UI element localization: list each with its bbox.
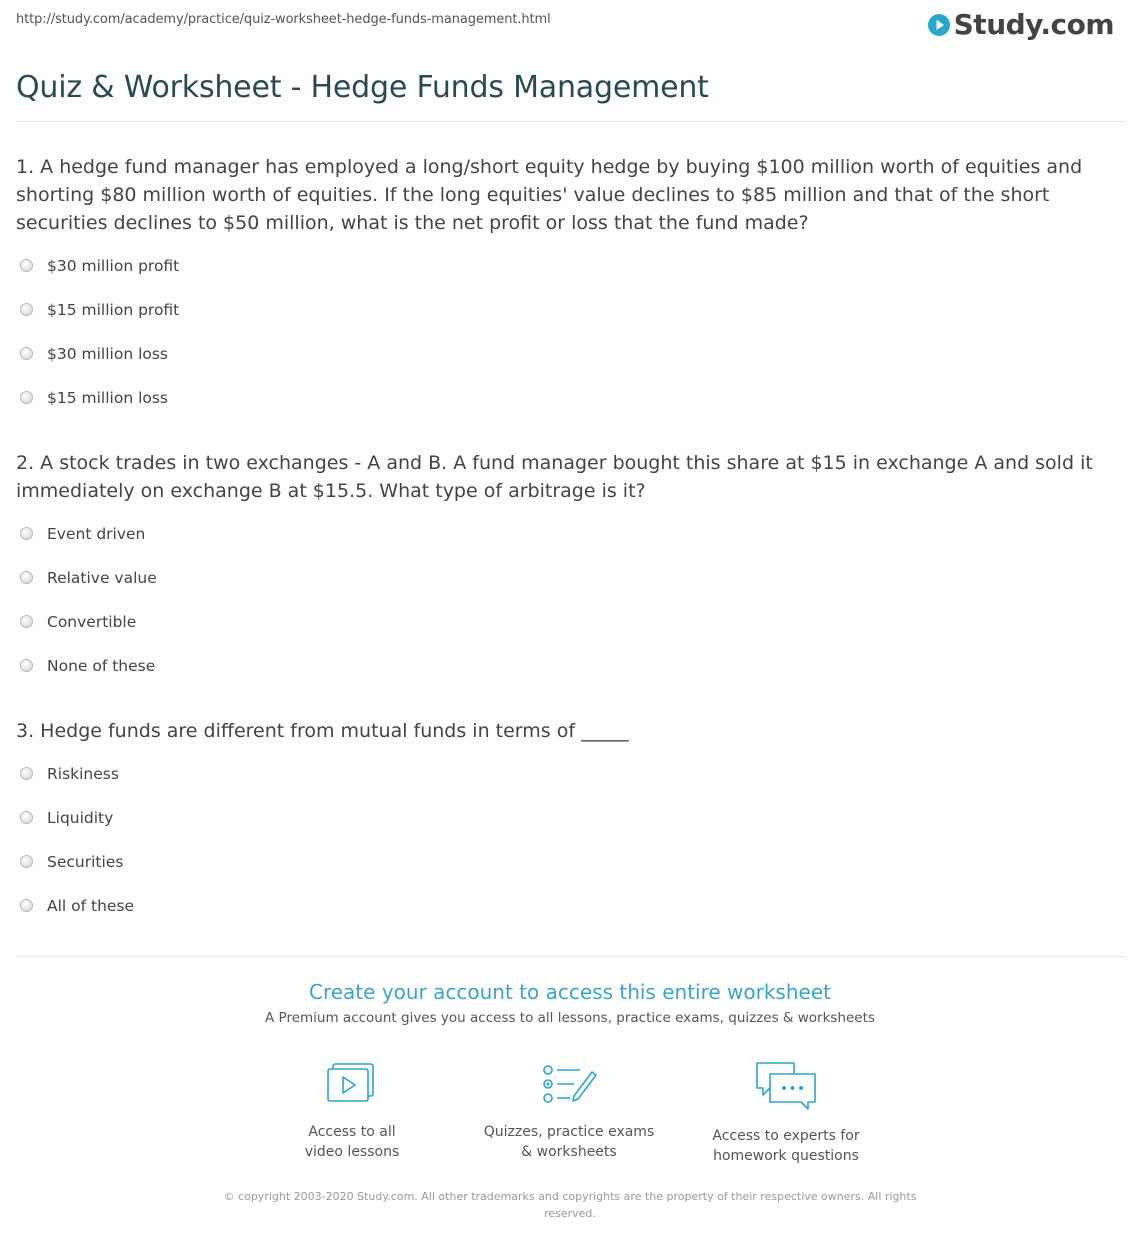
option-q2-b[interactable]	[20, 556, 157, 600]
option-q1-b[interactable]	[20, 288, 179, 332]
question-3-text: 3. Hedge funds are different from mutual funds in terms of _____	[16, 720, 629, 742]
option-label: Event driven	[47, 525, 146, 543]
option-q2-c[interactable]	[20, 600, 157, 644]
feature-label	[252, 1122, 452, 1162]
option-q1-c[interactable]	[20, 332, 179, 376]
quiz-list-icon	[540, 1060, 598, 1108]
play-logo-icon	[927, 13, 951, 37]
question-3-options	[20, 752, 134, 928]
video-lessons-icon	[325, 1060, 379, 1108]
feature-experts	[686, 1060, 886, 1166]
cta-divider	[16, 956, 1124, 957]
feature-label-line: Quizzes, practice exams	[483, 1124, 655, 1140]
feature-video-lessons	[252, 1060, 452, 1162]
radio-button[interactable]	[20, 347, 33, 360]
option-q2-d[interactable]	[20, 644, 157, 688]
page-title: Quiz & Worksheet - Hedge Funds Management	[16, 70, 709, 105]
option-label: Liquidity	[47, 809, 114, 827]
radio-button[interactable]	[20, 527, 33, 540]
title-divider	[16, 121, 1124, 122]
radio-button[interactable]	[20, 659, 33, 672]
option-q3-c[interactable]	[20, 840, 134, 884]
radio-button[interactable]	[20, 811, 33, 824]
radio-button[interactable]	[20, 259, 33, 272]
feature-label-line: Access to experts for	[712, 1128, 860, 1144]
question-2-text: 2. A stock trades in two exchanges - A and B. A fund manager bought this share at $15 in exchange A and sold it immediately on exchange B at $15.5. What type of arbitrage is it?	[16, 452, 1093, 502]
question-2-options	[20, 512, 157, 688]
option-label: All of these	[47, 897, 135, 915]
feature-label-line: Access to all	[308, 1124, 396, 1140]
feature-label-line: video lessons	[304, 1144, 400, 1160]
radio-button[interactable]	[20, 767, 33, 780]
option-label: $30 million profit	[47, 257, 180, 275]
feature-label-line: & worksheets	[521, 1144, 617, 1160]
option-q3-b[interactable]	[20, 796, 134, 840]
question-1-text: 1. A hedge fund manager has employed a long/short equity hedge by buying $100 million worth of equities and shorting $80 million worth of equities. If the long equities' value declines to $85 million and that of the short securities declines to $50 million, what is the net profit or loss that the fund made?	[16, 156, 1083, 234]
chat-bubbles-icon	[754, 1060, 818, 1112]
option-label: $30 million loss	[47, 345, 169, 363]
option-label: None of these	[47, 657, 156, 675]
option-label: $15 million loss	[47, 389, 169, 407]
page-url[interactable]: http://study.com/academy/practice/quiz-worksheet-hedge-funds-management.html	[16, 12, 551, 27]
option-label: $15 million profit	[47, 301, 180, 319]
option-label: Convertible	[47, 613, 137, 631]
radio-button[interactable]	[20, 899, 33, 912]
study-logo[interactable]	[927, 8, 1114, 41]
option-label: Riskiness	[47, 765, 119, 783]
radio-button[interactable]	[20, 615, 33, 628]
feature-label-line: homework questions	[713, 1148, 859, 1164]
radio-button[interactable]	[20, 855, 33, 868]
cta-subtitle: A Premium account gives you access to all lessons, practice exams, quizzes & worksheets	[265, 1010, 875, 1026]
radio-button[interactable]	[20, 303, 33, 316]
cta-title-link[interactable]: Create your account to access this entire worksheet	[309, 980, 831, 1004]
question-1-options	[20, 244, 179, 420]
feature-label	[469, 1122, 669, 1162]
option-q1-a[interactable]	[20, 244, 179, 288]
logo-text: Study.com	[953, 8, 1114, 41]
option-label: Relative value	[47, 569, 157, 587]
option-q3-a[interactable]	[20, 752, 134, 796]
option-q3-d[interactable]	[20, 884, 134, 928]
signup-cta	[0, 980, 1140, 1026]
feature-label	[686, 1126, 886, 1166]
radio-button[interactable]	[20, 571, 33, 584]
option-label: Securities	[47, 853, 124, 871]
feature-quizzes	[469, 1060, 669, 1162]
option-q1-d[interactable]	[20, 376, 179, 420]
copyright-text: © copyright 2003-2020 Study.com. All other trademarks and copyrights are the property of their respective owners. All rights reserved.	[223, 1190, 917, 1220]
top-bar	[16, 8, 1124, 42]
option-q2-a[interactable]	[20, 512, 157, 556]
radio-button[interactable]	[20, 391, 33, 404]
